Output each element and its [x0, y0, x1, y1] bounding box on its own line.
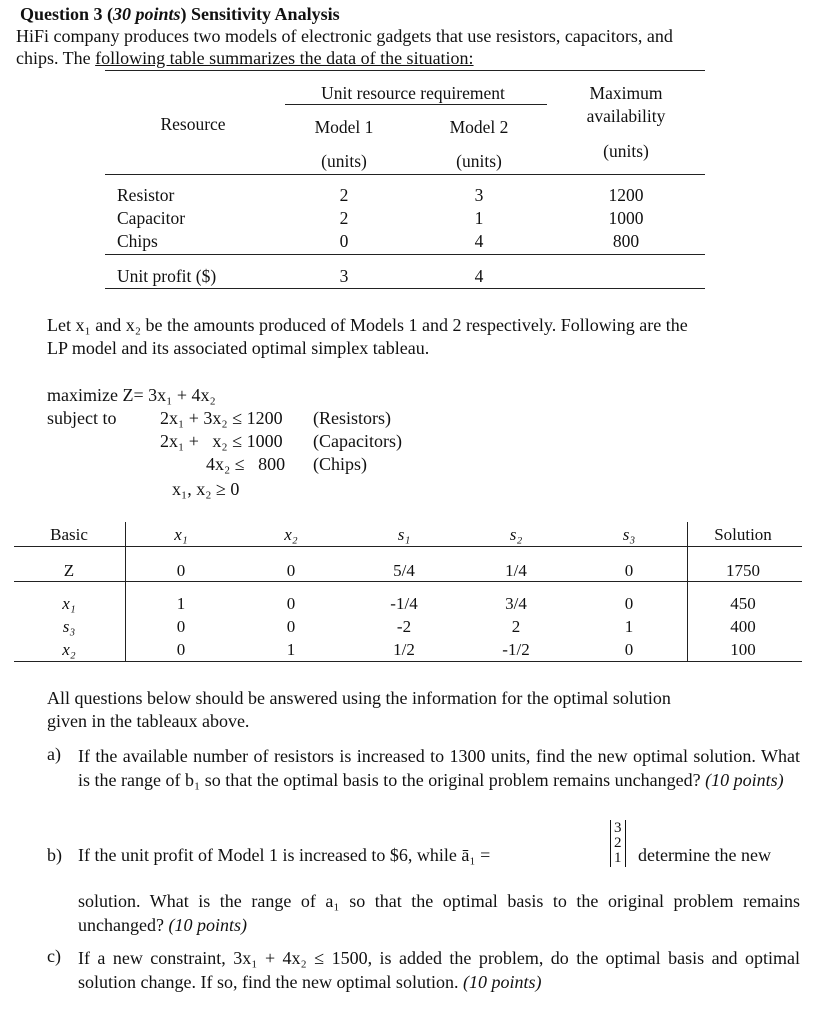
question-c-body: If a new constraint, 3x₁ + 4x₂ ≤ 1500, is added the problem, do the optimal basis and optimal solution change. If so, find the new optimal solution. [78, 948, 800, 992]
header-bottom-rule [105, 174, 705, 175]
header-group-rule [285, 104, 547, 105]
objective: maximize Z= 3x₁ + 4x₂ [47, 385, 216, 405]
title-prefix: Question 3 ( [20, 4, 114, 24]
intro-line-2b: following table summarizes the data of the situation: [95, 48, 474, 68]
tableau-cell: 1 [624, 617, 634, 636]
tableau-header: x₂ [284, 525, 298, 544]
constraint-expr: 2x₁ + 3x₂ ≤ 1200 [160, 408, 283, 428]
question-title [20, 4, 340, 25]
title-points: 30 points [113, 4, 181, 24]
profit-label: Unit profit ($) [117, 266, 217, 286]
model2-header: Model 2 [449, 117, 509, 137]
tableau-header: s₃ [622, 525, 636, 544]
max-units: (units) [603, 141, 649, 161]
tableau-z-cell: Z [63, 561, 75, 580]
question-a-text [78, 744, 800, 792]
tableau-left-rule [125, 522, 126, 662]
question-b-line-1: If the unit profit of Model 1 is increased to $6, while ā₁ = [78, 845, 491, 865]
question-c-points: (10 points) [462, 972, 542, 992]
let-line-2: LP model and its associated optimal simplex tableau. [47, 338, 430, 358]
tableau-cell: 0 [176, 640, 186, 659]
tableau-cell: 400 [730, 617, 756, 636]
tableau-z-cell: 0 [286, 561, 296, 580]
tableau-cell: 1 [176, 594, 186, 613]
tableau-z-cell: 1/4 [505, 561, 527, 580]
tableau-cell: -2 [396, 617, 412, 636]
constraint-label: (Chips) [313, 454, 367, 474]
row-model2: 4 [474, 231, 484, 251]
intro-line-1: HiFi company produces two models of electronic gadgets that use resistors, capacitors, and [16, 26, 673, 46]
question-b-line-1-end: determine the new [638, 845, 771, 865]
tableau-cell: 0 [624, 640, 634, 659]
profit-model2: 4 [474, 266, 484, 286]
rows-bottom-rule [105, 254, 705, 255]
questions-intro-2: given in the tableaux above. [47, 711, 250, 731]
row-model2: 3 [474, 185, 484, 205]
tableau-header: s₁ [397, 525, 411, 544]
vector-entry: 1 [614, 850, 622, 866]
question-b-label: b) [47, 845, 62, 865]
tableau-basic-var: x₁ [62, 594, 76, 613]
question-c-label: c) [47, 946, 61, 966]
vector-entry: 3 [614, 820, 622, 836]
a1-column-vector [610, 820, 626, 867]
tableau-header: Solution [714, 525, 772, 544]
question-a-label: a) [47, 744, 61, 764]
vector-entry: 2 [614, 835, 622, 851]
row-model1: 0 [339, 231, 349, 251]
question-a-body: If the available number of resistors is increased to 1300 units, find the new optimal solution. What is the range of b₁ so that the optimal basis to the original problem remains unchanged? [78, 746, 800, 790]
row-model2: 1 [474, 208, 484, 228]
tableau-right-rule [687, 522, 688, 662]
tableau-cell: 3/4 [505, 594, 527, 613]
tableau-bottom-rule [14, 661, 802, 662]
constraint-label: (Resistors) [313, 408, 391, 428]
table-bottom-rule [105, 288, 705, 289]
question-a-points: (10 points) [705, 770, 784, 790]
question-b-text [78, 889, 800, 937]
let-line-1: Let x₁ and x₂ be the amounts produced of Models 1 and 2 respectively. Following are the [47, 315, 688, 335]
question-b-body: solution. What is the range of a₁ so that the optimal basis to the original problem remains unchanged? [78, 891, 800, 935]
tableau-z-cell: 5/4 [393, 561, 415, 580]
tableau-cell: 1/2 [393, 640, 415, 659]
tableau-z-cell: 0 [624, 561, 634, 580]
model1-header: Model 1 [314, 117, 374, 137]
tableau-header-rule [14, 546, 802, 547]
max-header-2: availability [586, 106, 666, 126]
row-max: 1200 [608, 185, 644, 205]
question-c-text [78, 946, 800, 994]
tableau-cell: 0 [176, 617, 186, 636]
tableau-cell: 0 [624, 594, 634, 613]
tableau-cell: 0 [286, 594, 296, 613]
intro-line-2a: chips. The [16, 48, 96, 68]
row-max: 1000 [608, 208, 644, 228]
intro-line-2 [16, 48, 474, 69]
row-resource: Capacitor [117, 208, 186, 228]
row-model1: 2 [339, 208, 349, 228]
tableau-header: s₂ [509, 525, 523, 544]
title-suffix: ) Sensitivity Analysis [180, 4, 340, 24]
row-resource: Resistor [117, 185, 175, 205]
tableau-z-rule [14, 581, 802, 582]
tableau-cell: 100 [730, 640, 756, 659]
tableau-z-cell: 1750 [726, 561, 760, 580]
nonnegativity: x₁, x₂ ≥ 0 [172, 479, 240, 499]
header-group: Unit resource requirement [321, 83, 505, 103]
constraint-label: (Capacitors) [313, 431, 402, 451]
tableau-cell: 450 [730, 594, 756, 613]
model2-units: (units) [456, 151, 502, 171]
row-resource: Chips [117, 231, 158, 251]
tableau-cell: 0 [286, 617, 296, 636]
questions-intro-1: All questions below should be answered using the information for the optimal solution [47, 688, 671, 708]
row-model1: 2 [339, 185, 349, 205]
tableau-cell: 2 [511, 617, 521, 636]
max-header-1: Maximum [589, 83, 663, 103]
resource-header: Resource [160, 114, 226, 134]
tableau-cell: -1/4 [390, 594, 418, 613]
profit-model1: 3 [339, 266, 349, 286]
question-b-points: (10 points) [168, 915, 247, 935]
constraint-expr: 2x₁ + x₂ ≤ 1000 [160, 431, 283, 451]
tableau-cell: 1 [286, 640, 296, 659]
tableau-basic-var: x₂ [62, 640, 76, 659]
tableau-cell: -1/2 [502, 640, 530, 659]
tableau-z-cell: 0 [176, 561, 186, 580]
row-max: 800 [612, 231, 640, 251]
tableau-header: Basic [50, 525, 88, 544]
model1-units: (units) [321, 151, 367, 171]
tableau-header: x₁ [174, 525, 188, 544]
constraint-expr: 4x₂ ≤ 800 [206, 454, 286, 474]
subject-to: subject to [47, 408, 117, 428]
tableau-basic-var: s₃ [62, 617, 76, 636]
table-top-rule [105, 70, 705, 71]
